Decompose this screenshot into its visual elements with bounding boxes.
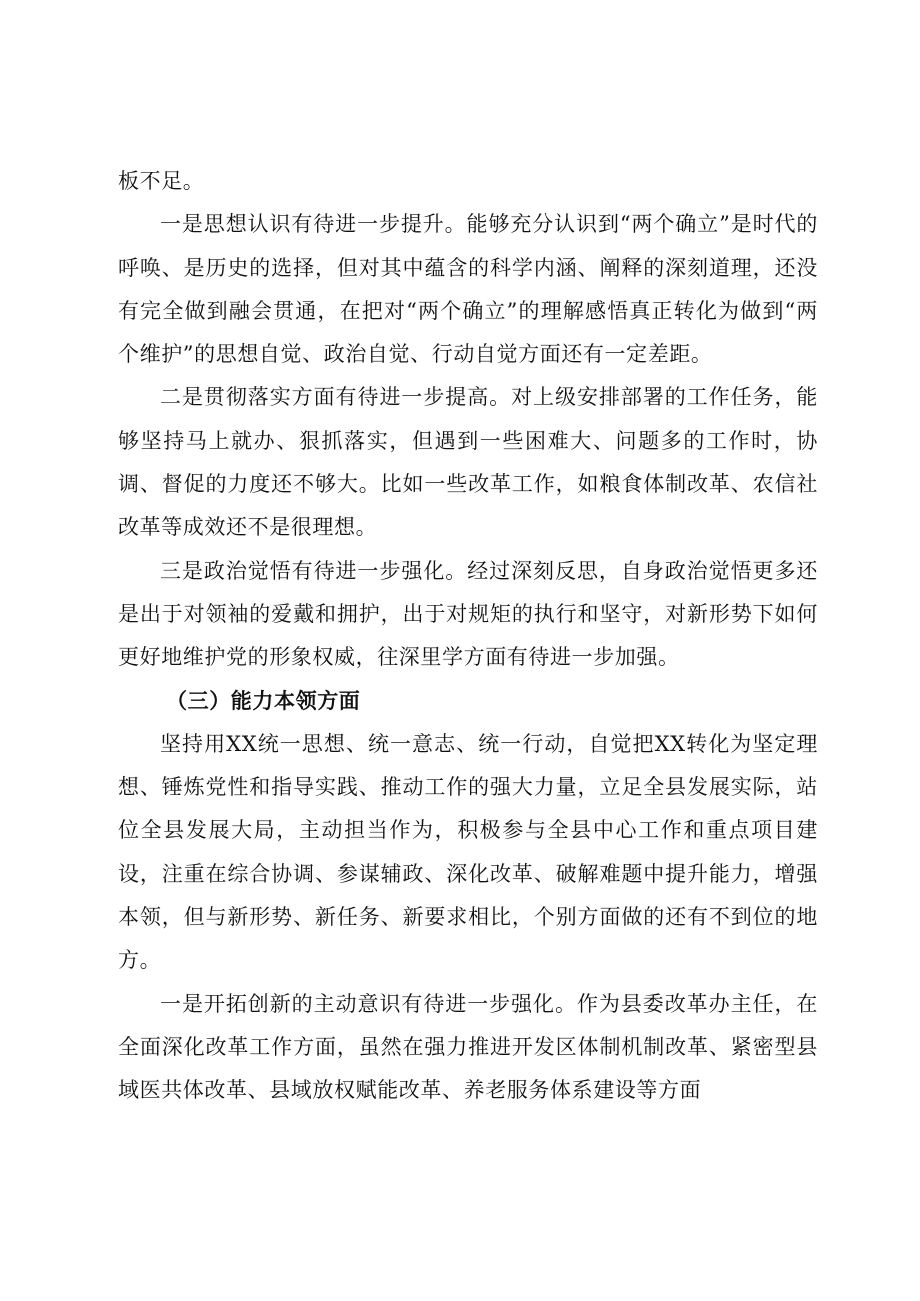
paragraph-point-two: 二是贯彻落实方面有待进一步提高。对上级安排部署的工作任务，能够坚持马上就办、狠抓落实，但遇到一些困难大、问题多的工作时，协调、督促的力度还不够大。比如一些改革工作，如粮食体制改革、农信社改革等成效还不是很理想。 <box>118 385 818 540</box>
document-body <box>118 160 818 1113</box>
section-heading: （三）能力本领方面 <box>166 688 361 713</box>
paragraph-continuation: 板不足。 <box>118 169 205 193</box>
paragraph-point-one: 一是思想认识有待进一步提升。能够充分认识到“两个确立”是时代的呼唤、是历史的选择，但对其中蕴含的科学内涵、阐释的深刻道理，还没有完全做到融会贯通，在把对“两个确立”的理解感悟真正转化为做到“两个维护”的思想自觉、政治自觉、行动自觉方面还有一定差距。 <box>118 212 818 367</box>
paragraph-section-intro: 坚持用XX统一思想、统一意志、统一行动，自觉把XX转化为坚定理想、锤炼党性和指导实践、推动工作的强大力量，立足全县发展实际，站位全县发展大局，主动担当作为，积极参与全县中心工作和重点项目建设，注重在综合协调、参谋辅政、深化改革、破解难题中提升能力，增强本领，但与新形势、新任务、新要求相比，个别方面做的还有不到位的地方。 <box>118 731 818 973</box>
paragraph-point-three: 三是政治觉悟有待进一步强化。经过深刻反思，自身政治觉悟更多还是出于对领袖的爱戴和拥护，出于对规矩的执行和坚守，对新形势下如何更好地维护党的形象权威，往深里学方面有待进一步加强。 <box>118 558 818 670</box>
paragraph-section-point-one: 一是开拓创新的主动意识有待进一步强化。作为县委改革办主任，在全面深化改革工作方面，虽然在强力推进开发区体制机制改革、紧密型县域医共体改革、县域放权赋能改革、养老服务体系建设等方面 <box>118 991 818 1103</box>
